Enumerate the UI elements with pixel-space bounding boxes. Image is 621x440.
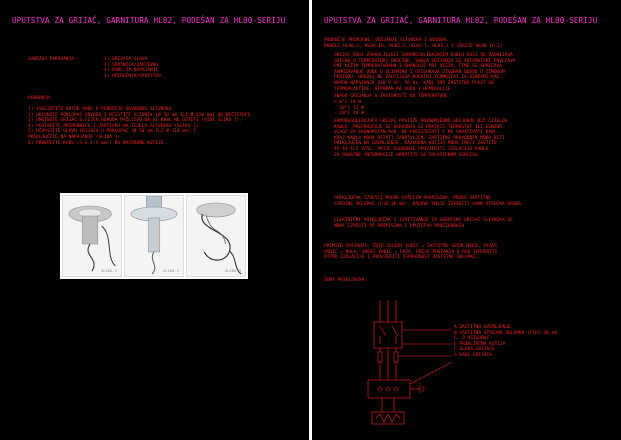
power-label: SNAGA GRIJANJA U ZAVISNOSTI OD TEMPERATURE: xyxy=(334,94,451,99)
operation-paragraph xyxy=(334,119,507,158)
install-step: PRIKLJUČITE NA NAPAJANJE (SLIKA 3). xyxy=(28,134,123,140)
text-line: TERMOPLASTIKE, OTPORAN NA VODU I HEMIKALIJE. xyxy=(334,86,454,92)
text-line: ZA DODATNE INFORMACIJE OBRATITE SE OVLAŠTENOM SERVISU. xyxy=(334,152,481,158)
legend-item: B ZAŠTITNA STRUJNA SKLOPKA (FID) 30 mA xyxy=(454,330,557,336)
text-line: VODIČ = NULA, SMEĐI VODIČ = FAZA. PRIJE PUŠTANJA U RAD IZMJERITI xyxy=(324,249,498,255)
diagram-legend xyxy=(454,325,557,359)
photo-caption: SLIKA 2 xyxy=(162,268,179,273)
legend-item: F GLAVA GRIJAČA xyxy=(454,347,495,353)
power-row: - 10°C 12 W xyxy=(334,105,364,111)
photo-caption: SLIKA 3 xyxy=(224,268,241,273)
safety-paragraph xyxy=(334,196,524,207)
text-line: STRUJNE SKLOPKE (FID 30 mA). RADOVE SMIJE IZVODITI SAMO STRUČNA OSOBA. xyxy=(334,201,524,207)
text-line: KABLA. PREPORUČUJE SE UGRADNJA UZ PRATEĆI TERMOSTAT ILI SENZOR xyxy=(334,124,502,130)
photo-caption: SLIKA 1 xyxy=(100,268,117,273)
text-line: GRIJAČ RADI ZAHVALJUJUĆI SAMOREGULIRAJUĆEM KABLU KOJI SE ZAGRIJAVA xyxy=(334,53,513,58)
legend-item: A ZAŠTITNO UZEMLJENJE xyxy=(454,325,511,330)
package-item: 1) GRIJAĆA GLAVA xyxy=(104,57,148,62)
description-paragraph xyxy=(334,53,516,92)
text-line: ZAMRZAVANJE VODE U SLIVNIKU I OSIGURAVA SIGURAN ODVOD U ZIMSKOM xyxy=(334,69,505,75)
drain-flange-image xyxy=(125,196,183,276)
install-step: 5) UČVRSTITE GLAVU GRIJAČA U POKLOPAC (Ø 50 mm ILI Ø 110 mm) I xyxy=(28,129,196,135)
text-line: KRAJ KABLA MORA OSTATI ZABRTVLJEN. ZAŠTITNI PROVODNIK MORA BITI xyxy=(334,135,505,141)
text-line: NAPON NAPAJANJA 230 V AC, 50 Hz. KABL IMA ZAŠTITNI PLAŠT OD xyxy=(334,80,494,86)
install-step: 1) ISKLJUČITE DOTOK VODE U PODRUČJU ODVODNOG SLIVNIKA. xyxy=(28,107,175,112)
intro-line: PODRUČJE PRIMJENE: GRIJANJE SLIVNIKA I ODVODA. xyxy=(324,38,449,43)
right-title: UPUTSTVA ZA GRIJAČ, GARNITURA HL82, PODEŠAN ZA HL80-SERIJU xyxy=(324,16,598,25)
power-row: + 0°C 10 W xyxy=(334,100,362,105)
photo-2 xyxy=(124,195,184,277)
package-item: 1) SPOJNICA/ZAPTIVKA xyxy=(104,62,159,68)
photo-1 xyxy=(62,195,122,277)
right-instruction-sheet xyxy=(312,0,621,440)
text-line: PERIODU. UREĐAJ NE ZAHTIJEVA DODATNI TERMOSTAT ZA OSNOVNI RAD. xyxy=(334,75,502,81)
wiring-diagram xyxy=(352,300,602,430)
text-line: MORA IZVESTI PO PROPISIMA I UPUTSTVU PROIZVOĐAČA. xyxy=(334,223,467,229)
text-line: PRIMJER SPAJANJA: ŽUTO-ZELENI VODIČ = ZAŠTITNO UZEMLJENJE, PLAVI xyxy=(324,244,498,249)
power-row: - 20°C 14 W xyxy=(334,111,364,117)
text-line: OVISNO O TEMPERATURI OKOLINE. SNAGA GRIJANJA SE AUTOMATSKI POVEĆAVA xyxy=(334,58,516,64)
text-line: ELEKTRIČNI PRIKLJUČAK I ISPITIVANJE ZA SERVISNI GRIJAČ SLIVNIKA SE xyxy=(334,218,513,223)
legend-item: C, D OSIGURAČ xyxy=(454,336,490,342)
installation-photos xyxy=(60,193,248,279)
left-title: UPUTSTVA ZA GRIJAČ, GARNITURA HL82, PODEŠAN ZA HL80-SERIJU xyxy=(12,16,286,25)
heater-coil-image xyxy=(187,196,245,276)
install-label: UGRADNJA: xyxy=(28,96,53,101)
text-line: PRIKLJUČAK IZVESTI PREMA VAŽEĆIM PROPISIMA, PREKO ZAŠTITNE xyxy=(334,196,492,201)
drain-heater-image xyxy=(63,196,121,276)
text-line: OTPOR IZOLACIJE I PROVJERITI ISPRAVNOST ZAŠTITNE SKLOPKE. xyxy=(324,255,479,261)
scheme-label: ŠEMA PRIKLJUČKA: xyxy=(324,278,368,283)
text-line: IP 44 ILI VIŠE. PRIJE UGRADNJE PROVJERITI IZOLACIJU KABLA. xyxy=(334,146,492,152)
text-line: PRI NIŽIM TEMPERATURAMA I SMANJUJE PRI VIŠIM, ČIME SE SPREČAVA xyxy=(334,64,502,70)
connection-paragraph xyxy=(334,218,513,229)
install-steps xyxy=(28,107,253,146)
legend-item: G KABL GRIJAČA xyxy=(454,352,492,358)
intro-line: MODELI HL80.1, HL80.1H, HL82.1, HL83.1, HL85.1 I SERIJE HL80 (6.2). xyxy=(324,43,506,49)
intro-block xyxy=(324,38,506,49)
package-label: SADRŽAJ PAKOVANJA: xyxy=(28,57,77,62)
wiring-paragraph xyxy=(324,244,497,261)
install-step: 3) UMETNITE GRIJAČ U CIJEV ODVODA PAŽLJIVO DA SE KABL NE OŠTETI (VIDI SLIKU 1). xyxy=(28,118,243,124)
left-instruction-sheet xyxy=(0,0,309,440)
install-step: 6) PROVUCITE KABL (3 X 1,5 mm²) DO RAZVODNE KUTIJE. xyxy=(28,140,167,146)
legend-item: E PRIKLJUČNA KUTIJA xyxy=(454,341,506,347)
text-line: VLAGE ZA EKONOMIČAN RAD. NE PRESIJECATI I NE SKRAĆIVATI KABL. xyxy=(334,130,500,136)
text-line: PRIKLJUČEN NA UZEMLJENJE. RAZVODNA KUTIJA MORA IMATI ZAŠTITU xyxy=(334,141,497,147)
text-line: SAMOREGULIRAJUĆI GRIJAČ POSTIŽE ROVNOMJERNO GRIJANJE DUŽ CIJELOG xyxy=(334,119,508,124)
package-list xyxy=(104,57,161,79)
install-step: 4) POSTAVITE PRIRUBNICU I ZAPTIVKU NA TIJELO SLIVNIKA (SLIKA 2). xyxy=(28,123,202,129)
install-step: 2) UKLONITE POKLOPAC ODVODA I OČISTITE SLIVNIK (Ø 50 mm ILI Ø 110 mm) OD NEČISTOĆE. xyxy=(28,112,253,118)
package-item: 1) PRIRUČNIK/UPUTSTVO xyxy=(104,73,161,79)
power-table xyxy=(334,100,364,117)
photo-3 xyxy=(186,195,246,277)
package-item: 1) KABL ZA NAPAJANJE xyxy=(104,68,159,74)
